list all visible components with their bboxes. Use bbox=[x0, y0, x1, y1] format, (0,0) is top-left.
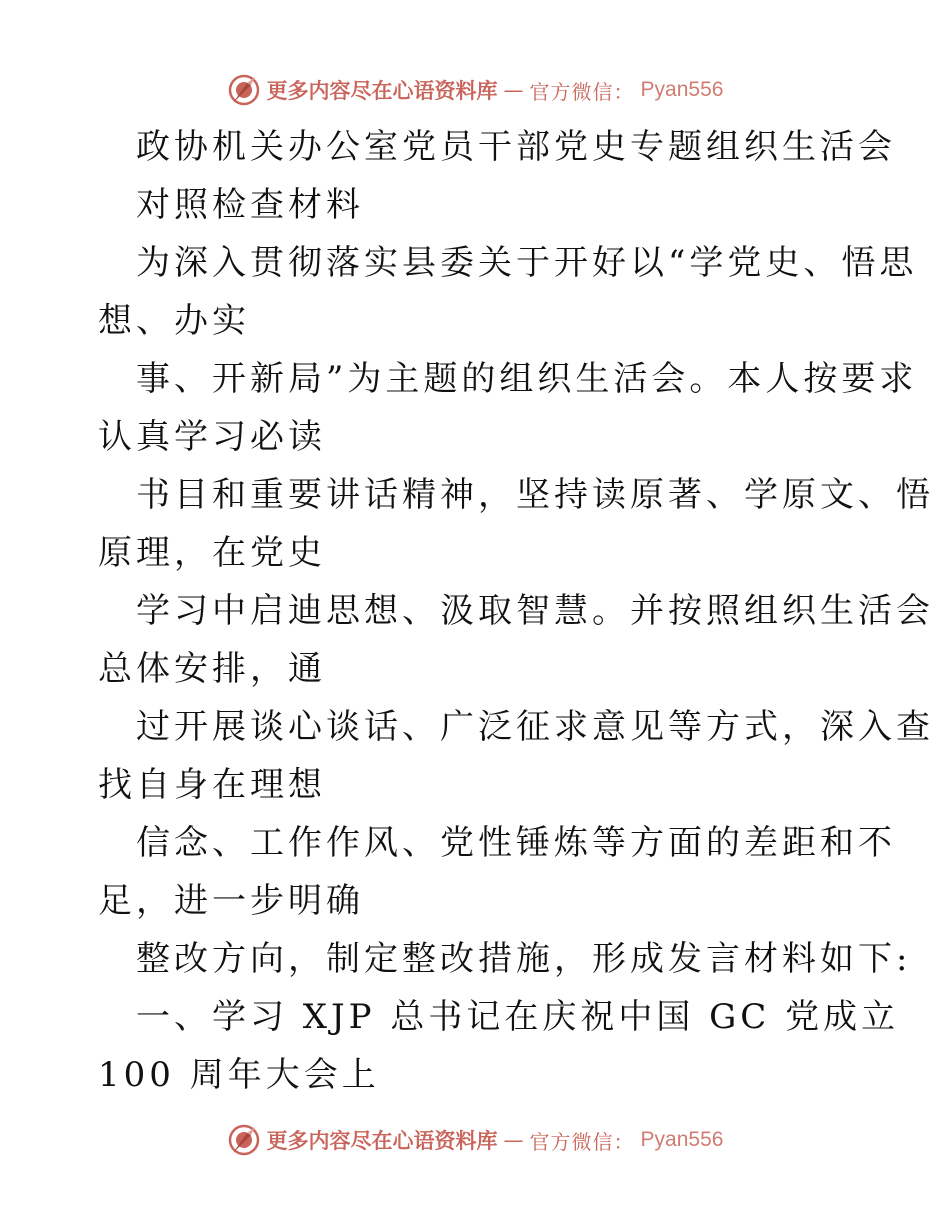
watermark-separator: — bbox=[503, 1128, 524, 1152]
body-line: 过开展谈心谈话、广泛征求意见等方式，深入查 bbox=[136, 707, 934, 747]
body-line: 学习中启迪思想、汲取智慧。并按照组织生活会 bbox=[136, 591, 934, 631]
body-line: 为深入贯彻落实县委关于开好以“学党史、悟思 bbox=[136, 243, 918, 283]
quill-logo-icon bbox=[227, 1123, 261, 1157]
body-line: 事、开新局”为主题的组织生活会。本人按要求 bbox=[136, 359, 918, 399]
body-line: 整改方向，制定整改措施，形成发言材料如下: bbox=[136, 939, 912, 979]
body-line: 认真学习必读 bbox=[98, 417, 326, 457]
section-heading-line-2: 100 周年大会上 bbox=[98, 1055, 380, 1095]
body-line: 足，进一步明确 bbox=[98, 881, 364, 921]
watermark-separator: — bbox=[503, 78, 524, 102]
header-watermark bbox=[0, 70, 950, 110]
watermark-wechat-label: 官方微信： bbox=[529, 79, 635, 104]
watermark-wechat-id: Pyan556 bbox=[640, 1128, 724, 1151]
body-line: 书目和重要讲话精神，坚持读原著、学原文、悟 bbox=[136, 475, 934, 515]
title-line-2: 对照检查材料 bbox=[136, 185, 364, 225]
body-line: 信念、工作作风、党性锤炼等方面的差距和不 bbox=[136, 823, 896, 863]
watermark-wechat-label: 官方微信： bbox=[529, 1129, 635, 1154]
section-heading-line-1: 一、学习 XJP 总书记在庆祝中国 GC 党成立 bbox=[136, 997, 900, 1037]
body-line: 找自身在理想 bbox=[98, 765, 326, 805]
title-line-1: 政协机关办公室党员干部党史专题组织生活会 bbox=[136, 127, 896, 167]
watermark-brand: 更多内容尽在心语资料库 bbox=[266, 1128, 498, 1153]
body-line: 原理，在党史 bbox=[98, 533, 326, 573]
body-line: 总体安排，通 bbox=[98, 649, 326, 689]
watermark-brand: 更多内容尽在心语资料库 bbox=[266, 78, 498, 103]
watermark-wechat-id: Pyan556 bbox=[640, 78, 724, 101]
footer-watermark bbox=[0, 1120, 950, 1160]
body-line: 想、办实 bbox=[98, 301, 250, 341]
quill-logo-icon bbox=[227, 73, 261, 107]
